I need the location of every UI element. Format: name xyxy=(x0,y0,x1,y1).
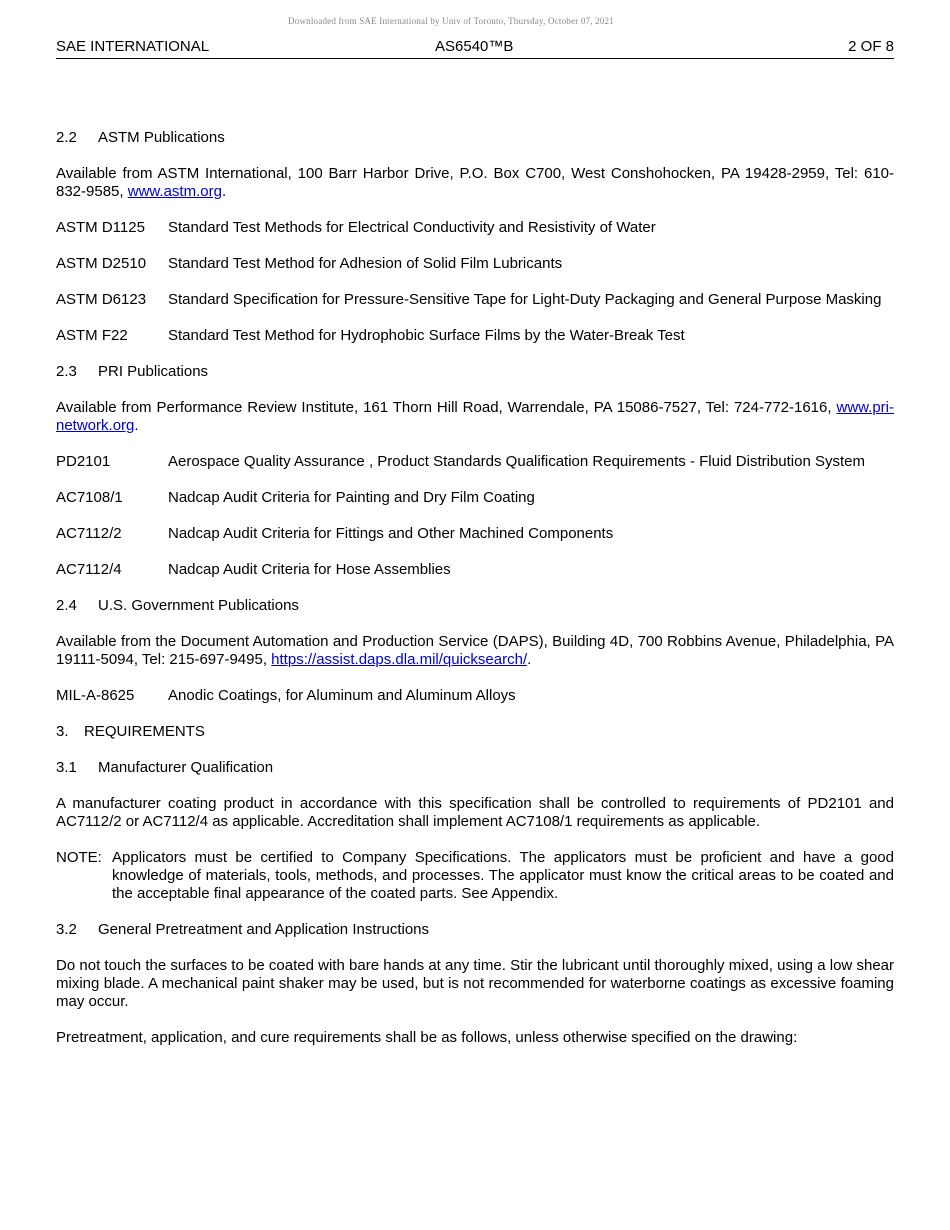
document-body xyxy=(56,129,894,1065)
reference-title: Anodic Coatings, for Aluminum and Aluminum Alloys xyxy=(168,687,516,704)
header-page-number: 2 OF 8 xyxy=(848,38,894,55)
pri-availability xyxy=(56,399,894,435)
section-title: REQUIREMENTS xyxy=(84,723,205,740)
section-2-2-heading xyxy=(56,129,894,147)
reference-title: Standard Specification for Pressure-Sensitive Tape for Light-Duty Packaging and General Purpose Masking xyxy=(168,291,882,308)
note-label: NOTE: xyxy=(56,849,102,866)
astm-availability xyxy=(56,165,894,201)
section-3-2-heading xyxy=(56,921,894,939)
reference-title: Standard Test Method for Adhesion of Solid Film Lubricants xyxy=(168,255,563,272)
section-number: 2.4 xyxy=(56,597,77,614)
section-3-heading xyxy=(56,723,894,741)
availability-text: Available from the Document Automation and Production Service (DAPS), Building 4D, 700 Robbins Avenue, Philadelphia, PA 19111-5094, Tel: 215-697-9495, xyxy=(56,633,894,668)
reference-row xyxy=(56,291,894,309)
reference-row xyxy=(56,525,894,543)
reference-code: PD2101 xyxy=(56,453,111,470)
note-block xyxy=(56,849,894,903)
reference-code: ASTM F22 xyxy=(56,327,128,344)
reference-title: Standard Test Method for Hydrophobic Surface Films by the Water-Break Test xyxy=(168,327,685,344)
reference-code: ASTM D6123 xyxy=(56,291,147,308)
availability-end: . xyxy=(221,183,227,200)
reference-title: Nadcap Audit Criteria for Hose Assemblies xyxy=(168,561,451,578)
section-title: General Pretreatment and Application Instructions xyxy=(98,921,430,938)
reference-title: Nadcap Audit Criteria for Fittings and Other Machined Components xyxy=(168,525,614,542)
availability-end: . xyxy=(527,651,532,668)
section-number: 3.2 xyxy=(56,921,77,938)
section-number: 2.3 xyxy=(56,363,77,380)
reference-code: ASTM D2510 xyxy=(56,255,147,272)
header-publisher: SAE INTERNATIONAL xyxy=(56,38,210,55)
section-number: 3.1 xyxy=(56,759,77,776)
section-3-1-heading xyxy=(56,759,894,777)
section-number: 2.2 xyxy=(56,129,77,146)
note-text: Applicators must be certified to Company Specifications. The applicators must be proficient and have a good knowledge of materials, tools, methods, and processes. The applicator must know the critical areas to be coated and the acceptable final appearance of the coated parts. See Appendix. xyxy=(112,849,894,902)
availability-end: . xyxy=(134,417,139,434)
section-2-4-heading xyxy=(56,597,894,615)
reference-code: AC7108/1 xyxy=(56,489,123,506)
cure-requirements-paragraph: Pretreatment, application, and cure requirements shall be as follows, unless otherwise specified on the drawing: xyxy=(56,1029,798,1046)
reference-row xyxy=(56,327,894,345)
reference-title: Standard Test Methods for Electrical Conductivity and Resistivity of Water xyxy=(168,219,656,236)
header-doc-id: AS6540™B xyxy=(435,38,514,55)
reference-row xyxy=(56,219,894,237)
availability-text: Available from ASTM International, 100 Barr Harbor Drive, P.O. Box C700, West Conshohocken, PA 19428-2959, Tel: 610-832-9585, xyxy=(56,165,894,200)
reference-title: Aerospace Quality Assurance , Product Standards Qualification Requirements - Fluid Distribution System xyxy=(168,453,865,470)
section-title: ASTM Publications xyxy=(98,129,225,146)
reference-code: AC7112/4 xyxy=(56,561,122,578)
reference-row xyxy=(56,561,894,579)
section-title: U.S. Government Publications xyxy=(98,597,299,614)
reference-code: ASTM D1125 xyxy=(56,219,145,236)
section-2-3-heading xyxy=(56,363,894,381)
reference-code: MIL-A-8625 xyxy=(56,687,135,704)
download-notice: Downloaded from SAE International by Univ of Toronto, Thursday, October 07, 2021 xyxy=(288,16,614,26)
reference-row xyxy=(56,453,894,471)
astm-link[interactable]: www.astm.org xyxy=(127,183,222,200)
page-header xyxy=(56,38,894,59)
reference-title: Nadcap Audit Criteria for Painting and Dry Film Coating xyxy=(168,489,535,506)
daps-link[interactable]: https://assist.daps.dla.mil/quicksearch/ xyxy=(271,651,528,668)
section-title: PRI Publications xyxy=(98,363,209,380)
reference-row xyxy=(56,687,894,705)
pri-link[interactable]: www.pri-network.org xyxy=(56,399,894,434)
reference-row xyxy=(56,489,894,507)
section-title: Manufacturer Qualification xyxy=(98,759,274,776)
qualification-paragraph: A manufacturer coating product in accordance with this specification shall be controlled to requirements of PD2101 and AC7112/2 or AC7112/4 as applicable. Accreditation shall implement AC7108/1 requirements as applicable. xyxy=(56,795,894,830)
daps-availability xyxy=(56,633,894,669)
reference-row xyxy=(56,255,894,273)
availability-text: Available from Performance Review Institute, 161 Thorn Hill Road, Warrendale, PA 15086-7527, Tel: 724-772-1616, xyxy=(56,399,837,416)
pretreatment-paragraph: Do not touch the surfaces to be coated with bare hands at any time. Stir the lubricant until thoroughly mixed, using a low shear mixing blade. A mechanical paint shaker may be used, but is not recommended for waterborne coatings as excessive foaming may occur. xyxy=(56,957,894,1010)
reference-code: AC7112/2 xyxy=(56,525,122,542)
section-number: 3. xyxy=(56,723,69,740)
